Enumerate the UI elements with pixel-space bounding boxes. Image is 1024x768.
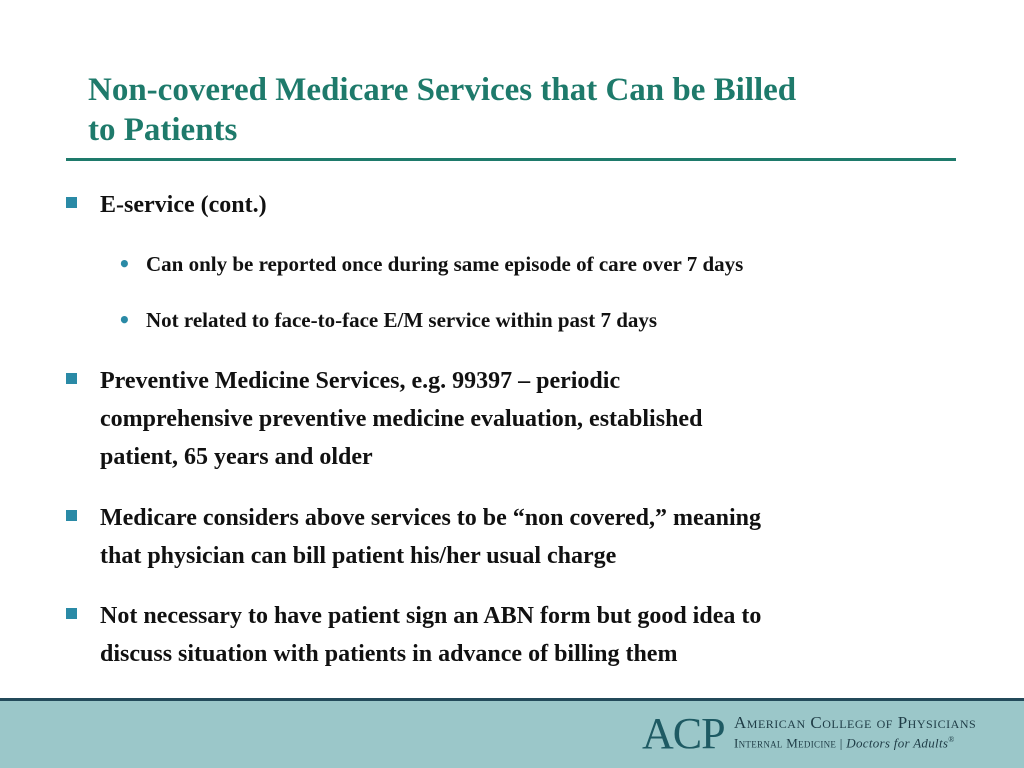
square-bullet-icon — [66, 373, 77, 384]
acp-organization-name: American College of Physicians — [734, 713, 977, 732]
slide-title-line-1: Non-covered Medicare Services that Can be Billed — [88, 72, 797, 108]
dot-bullet-icon: • — [118, 252, 131, 276]
bullet-e-service — [100, 186, 267, 224]
slide-title-line-2: to Patients — [88, 112, 238, 148]
bullet-line: that physician can bill patient his/her usual charge — [100, 543, 617, 569]
tagline-internal-medicine: Internal Medicine — [734, 735, 837, 751]
bullet-line: Not necessary to have patient sign an ABN form but good idea to — [100, 603, 762, 629]
bullet-line: discuss situation with patients in advance of billing them — [100, 641, 678, 667]
acp-logo: ACP — [642, 709, 725, 758]
sub-bullet-text: Not related to face-to-face E/M service within past 7 days — [146, 308, 658, 332]
square-bullet-icon — [66, 510, 77, 521]
bullet-line: Medicare considers above services to be “non covered,” meaning — [100, 505, 762, 531]
sub-bullet-text: Can only be reported once during same episode of care over 7 days — [146, 252, 744, 276]
sub-bullet-not-related — [118, 305, 658, 335]
registered-mark: ® — [948, 735, 955, 744]
bullet-text: E-service (cont.) — [100, 192, 267, 218]
tagline-separator: | — [839, 735, 843, 751]
square-bullet-icon — [66, 197, 77, 208]
bullet-line: comprehensive preventive medicine evaluation, established — [100, 406, 703, 432]
bullet-line: patient, 65 years and older — [100, 444, 373, 470]
tagline-doctors-for-adults: Doctors for Adults — [846, 735, 949, 751]
dot-bullet-icon: • — [118, 308, 131, 332]
sub-bullet-reported-once — [118, 249, 744, 279]
bullet-line: Preventive Medicine Services, e.g. 99397 – periodic — [100, 368, 621, 394]
acp-tagline — [734, 735, 955, 751]
bullet-preventive-medicine — [100, 362, 702, 476]
bullet-abn-form — [100, 597, 761, 673]
square-bullet-icon — [66, 608, 77, 619]
footer-band — [0, 701, 1024, 768]
bullet-medicare-non-covered — [100, 499, 761, 575]
